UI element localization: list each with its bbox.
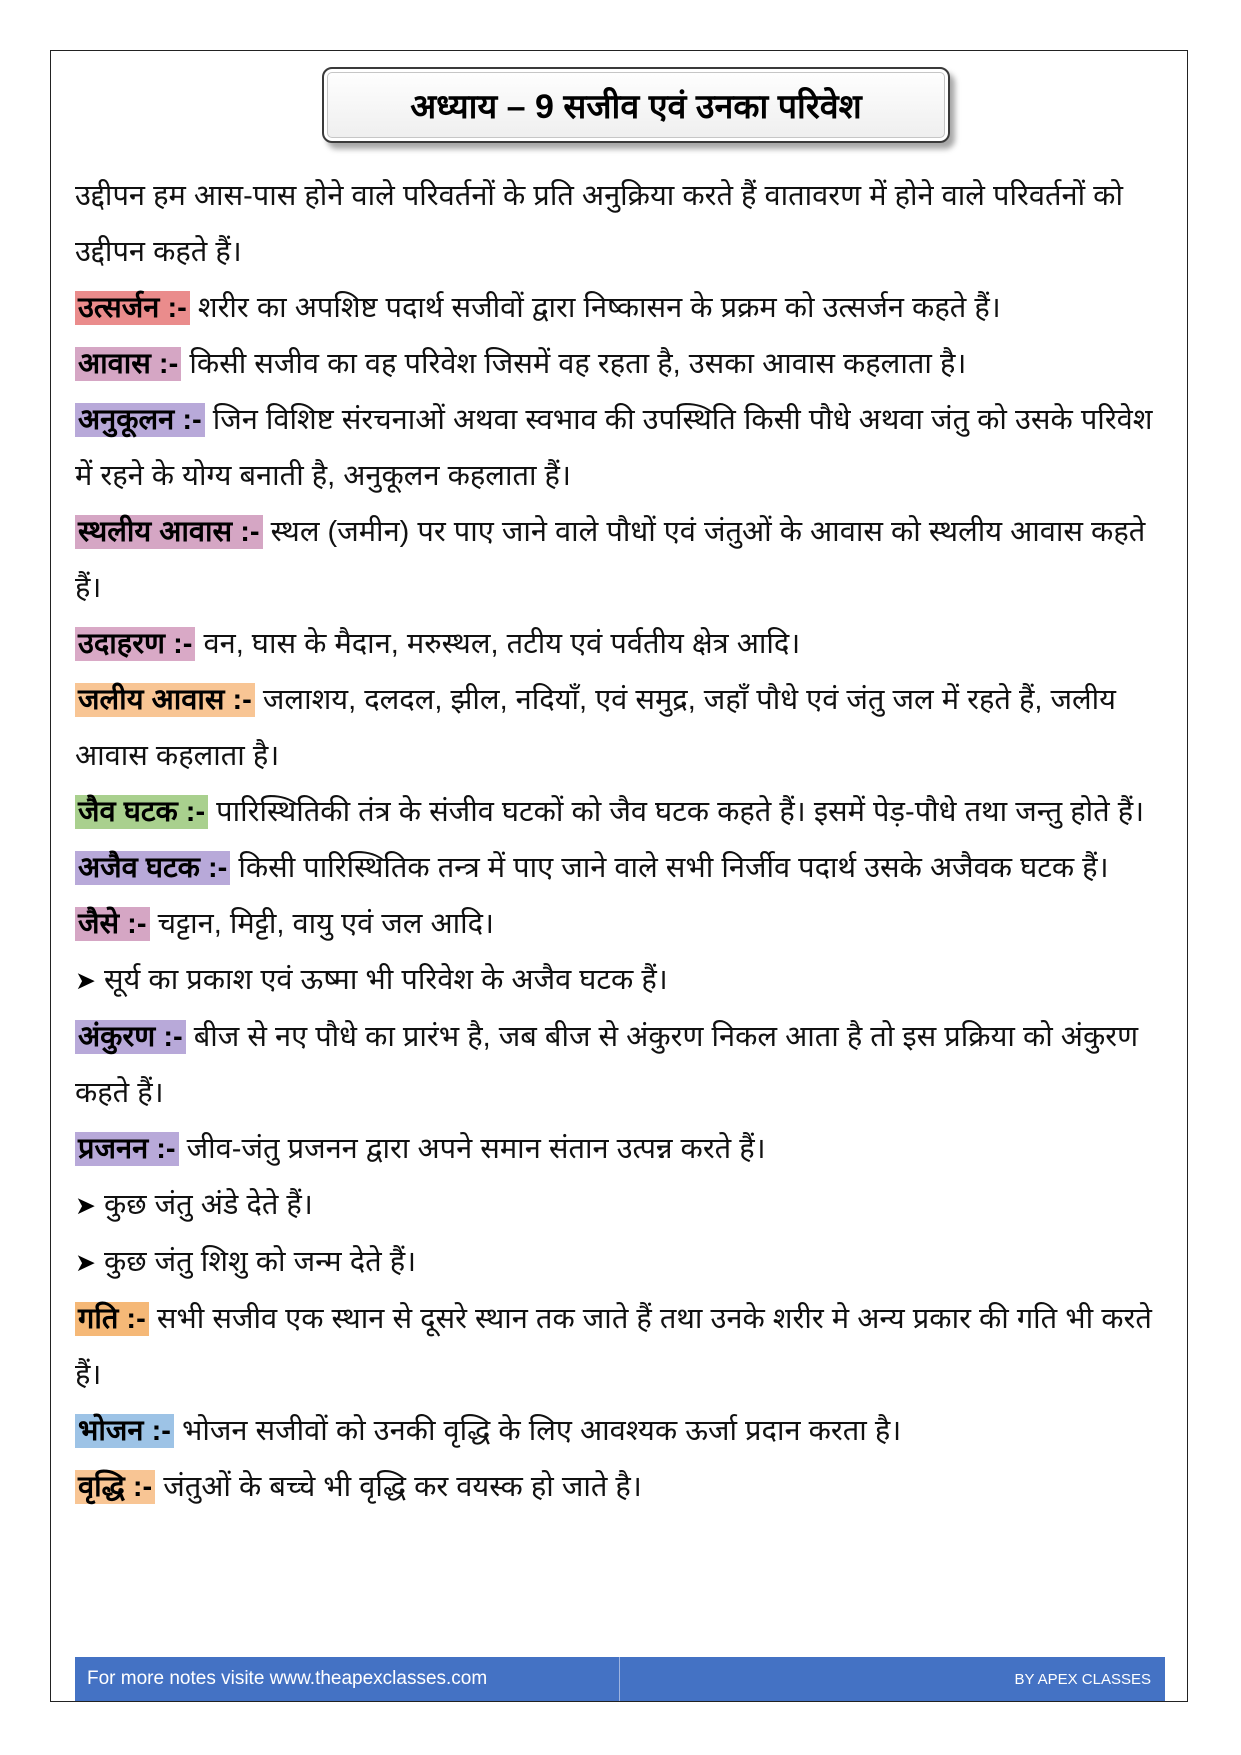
definition-such-as-text: चट्टान, मिट्टी, वायु एवं जल आदि। [157,908,495,940]
term-aquatic-habitat: जलीय आवास :- [75,683,255,717]
definition-adaptation-text: जिन विशिष्ट संरचनाओं अथवा स्वभाव की उपस्थिति किसी पौधे अथवा जंतु को उसके परिवेश में रहने के योग्य बनाती है, अनुकूलन कहलाता हैं। [75,404,1153,492]
term-abiotic-component: अजैव घटक :- [75,851,230,885]
definition-such-as [75,896,1171,952]
definition-germination [75,1009,1171,1121]
definition-germination-text: बीज से नए पौधे का प्रारंभ है, जब बीज से अंकुरण निकल आता है तो इस प्रक्रिया को अंकुरण कहते हैं। [75,1021,1139,1109]
term-excretion: उत्सर्जन :- [75,291,190,325]
definition-abiotic-component-text: किसी पारिस्थितिक तन्त्र में पाए जाने वाले सभी निर्जीव पदार्थ उसके अजैवक घटक हैं। [238,852,1109,884]
definition-movement [75,1291,1171,1403]
arrow-bullet-icon: ➤ [75,966,96,995]
intro-stimulus-paragraph [75,168,1171,280]
definition-habitat [75,336,1171,392]
term-movement: गति :- [75,1302,149,1336]
term-such-as: जैसे :- [75,907,150,941]
term-adaptation: अनुकूलन :- [75,403,205,437]
definition-adaptation [75,392,1171,504]
bullet-sunlight-heat [75,952,1171,1009]
footer-bar [75,1657,1165,1701]
notes-content [75,168,1171,1652]
chapter-title: अध्याय – 9 सजीव एवं उनका परिवेश [410,88,862,126]
definition-reproduction-text: जीव-जंतु प्रजनन द्वारा अपने समान संतान उत्पन्न करते हैं। [186,1133,766,1165]
bullet-lay-eggs [75,1177,1171,1234]
definition-aquatic-habitat-text: जलाशय, दलदल, झील, नदियाँ, एवं समुद्र, जहाँ पौधे एवं जंतु जल में रहते हैं, जलीय आवास कहलाता है। [75,684,1117,772]
intro-stimulus-text: उद्दीपन हम आस-पास होने वाले परिवर्तनों के प्रति अनुक्रिया करते हैं वातावरण में होने वाले परिवर्तनों को उद्दीपन कहते हैं। [75,180,1123,268]
definition-terrestrial-habitat [75,504,1171,616]
bullet-give-birth [75,1234,1171,1291]
term-habitat: आवास :- [75,347,181,381]
definition-habitat-text: किसी सजीव का वह परिवेश जिसमें वह रहता है, उसका आवास कहलाता है। [189,348,967,380]
bullet-give-birth-text: कुछ जंतु शिशु को जन्म देते हैं। [103,1246,417,1278]
definition-biotic-component-text: पारिस्थितिकी तंत्र के संजीव घटकों को जैव घटक कहते हैं। इसमें पेड़-पौधे तथा जन्तु होते हैं। [216,796,1145,828]
term-food: भोजन :- [75,1414,174,1448]
definition-example [75,616,1171,672]
definition-excretion-text: शरीर का अपशिष्ट पदार्थ सजीवों द्वारा निष्कासन के प्रक्रम को उत्सर्जन कहते हैं। [197,292,1001,324]
definition-terrestrial-habitat-text: स्थल (जमीन) पर पाए जाने वाले पौधों एवं जंतुओं के आवास को स्थलीय आवास कहते हैं। [75,516,1146,604]
bullet-lay-eggs-text: कुछ जंतु अंडे देते हैं। [103,1189,313,1221]
definition-food-text: भोजन सजीवों को उनकी वृद्धि के लिए आवश्यक ऊर्जा प्रदान करता है। [181,1415,902,1447]
term-germination: अंकुरण :- [75,1020,186,1054]
definition-abiotic-component [75,840,1171,896]
term-terrestrial-habitat: स्थलीय आवास :- [75,515,263,549]
term-growth: वृद्धि :- [75,1470,155,1504]
definition-biotic-component [75,784,1171,840]
definition-movement-text: सभी सजीव एक स्थान से दूसरे स्थान तक जाते हैं तथा उनके शरीर मे अन्य प्रकार की गति भी करते हैं। [75,1303,1152,1391]
bullet-sunlight-heat-text: सूर्य का प्रकाश एवं ऊष्मा भी परिवेश के अजैव घटक हैं। [103,964,668,996]
definition-food [75,1403,1171,1459]
term-reproduction: प्रजनन :- [75,1132,179,1166]
definition-growth [75,1459,1171,1515]
arrow-bullet-icon: ➤ [75,1191,96,1220]
definition-excretion [75,280,1171,336]
definition-reproduction [75,1121,1171,1177]
arrow-bullet-icon: ➤ [75,1248,96,1277]
definition-example-text: वन, घास के मैदान, मरुस्थल, तटीय एवं पर्वतीय क्षेत्र आदि। [203,628,801,660]
footer-brand: BY APEX CLASSES [1014,1670,1151,1688]
definition-aquatic-habitat [75,672,1171,784]
term-example: उदाहरण :- [75,627,195,661]
footer-note: For more notes visite www.theapexclasses.com [75,1657,620,1701]
term-biotic-component: जैव घटक :- [75,795,208,829]
chapter-title-box [322,67,950,143]
definition-growth-text: जंतुओं के बच्चे भी वृद्धि कर वयस्क हो जाते है। [163,1471,642,1503]
